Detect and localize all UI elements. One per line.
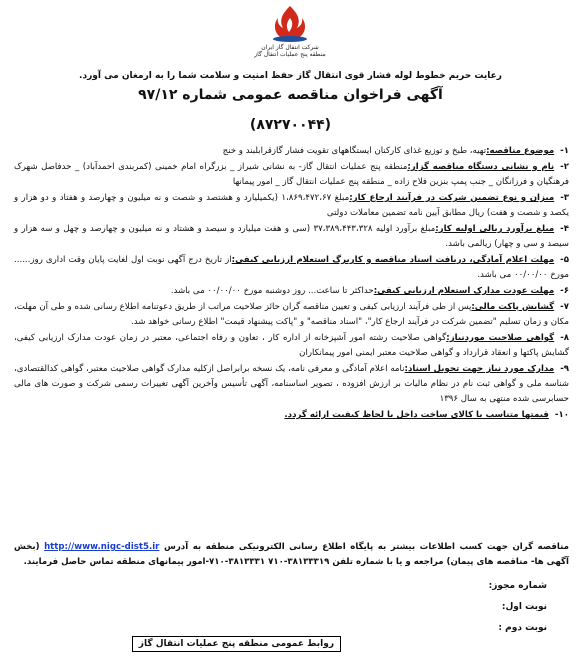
notice-item-8: ۸-گواهی صلاحیت موردنیاز:گواهی صلاحیت رشته امور آشپزخانه از اداره کار ، تعاون و رفاه اجتماعی، معتبر در زمان عودت مدارک ارزیابی کیفی، گشایش پاکتها و انعقاد قرارداد و گواهی صلاحیت معتبر ایمنی امور پیمانکاران: [14, 333, 570, 358]
company-logo: [245, 4, 335, 68]
notice-title: آگهی فراخوان مناقصه عمومی شماره ۹۷/۱۲: [138, 87, 443, 103]
notice-item-9: ۹-مدارک مورد نیاز جهت تحویل اسناد:نامه اعلام آمادگی و معرفی نامه، یک نسخه برابراصل ازکلیه مدارک گواهی صلاحیت معتبر، گواهی کدالقتصادی، شناسه ملی و گواهی ثبت نام در نظام مالیات بر ارزش افزوده ، تصویر اساسنامه، آگهی تأسیس وآخرین آگهی تغییرات رسمی شرکت و صورت های مالی حسابرسی شده منتهی به سال ۱۳۹۶: [14, 364, 570, 404]
notice-item-7: ۷-گشایش پاکت مالی:پس از طی فرآیند ارزیابی کیفی و تعیین مناقصه گران حائز صلاحیت مراتب از طریق دعوتنامه اطلاع رسانی شده و طی آن مهلت، مکان و زمان تسلیم "تضمین شرکت در فرآیند ارجاع کار"، "اسناد مناقصه" و "پاکت پیشنهاد قیمت" اطلاع رسانی خواهد شد.: [14, 302, 569, 327]
notice-item-6: ۶-مهلت عودت مدارک استعلام ارزیابی کیفی:حداکثر تا ساعت... روز دوشنبه مورخ ۰۰/۰۰/۰۰ می باشد.: [170, 286, 569, 296]
notice-item-5: ۵-مهلت اعلام آمادگی، دریافت اسناد مناقصه و کاربرگ استعلام ارزیابی کیفی:از تاریخ درج آگهی نوبت اول لغایت پایان وقت اداری روز...... مورخ ۰۰/۰۰/۰۰ می باشد.: [14, 255, 569, 280]
org-name-line1: شرکت انتقال گاز ایران: [261, 44, 319, 51]
notice-item-4: ۴-مبلغ برآورد ریالی اولیه کار:مبلغ برآورد اولیه ۳۷،۳۸۹،۴۴۳،۳۲۸ (سی و هفت میلیارد و سیصد و هشتاد و نه میلیون و چهارصد و چهل و سه هزار و سیصد و سی و چهار) ریالمی باشد.: [14, 224, 569, 249]
notice-code: (۸۷۲۷۰۰۴۴): [249, 117, 332, 133]
first-notice-field: نوبت اول:: [501, 602, 547, 612]
register-number-field: شماره مجوز:: [488, 581, 547, 591]
public-relations-signature: روابط عمومی منطقه پنج عملیات انتقال گاز: [132, 636, 341, 652]
notice-item-3: ۳-میزان و نوع تضمین شرکت در فرآیند ارجاع کار:مبلغ ۱،۸۶۹،۴۷۲،۶۷ (یکمیلیارد و هشتصد و شصت و نه میلیون و چهارصد و هفتاد و دو هزار و یکصد و شصت و هفت) ریال مطابق آیین نامه تضمین معاملات دولتی: [14, 193, 570, 218]
website-link[interactable]: http://www.nigc-dist5.ir: [44, 542, 160, 552]
org-name-line2: منطقه پنج عملیات انتقال گاز: [254, 51, 326, 58]
safety-intro-text: رعایت حریم خطوط لوله فشار قوی انتقال گاز حفظ امنیت و سلامت شما را به ارمغان می آورد.: [79, 71, 502, 81]
notice-item-2: ۲-نام و نشانی دستگاه مناقصه گزار:منطقه پنج عملیات انتقال گاز- به نشانی شیراز _ بزرگراه امام خمینی (کمربندی احمدآباد) _ حدفاصل شهرک فرهنگیان و فرزانگان _ جنب پمپ بنزین فلاح زاده _ منطقه پنج عملیات انتقال گاز _ امور پیمانها: [14, 162, 569, 187]
closing-paragraph: مناقصه گران جهت کسب اطلاعات بیشتر به پایگاه اطلاع رسانی الکترونیکی منطقه به آدرس http://www.nigc-dist5.ir (بخش آگهی ها- مناقصه های پیمان) مراجعه و یا با شماره تلفن ۳۸۱۳۳۳۱۹-۷۱۰ ۳۸۱۳۳۳۱-۷۱۰-امور پیمانهای منطقه تماس حاصل فرمایند.: [14, 542, 569, 567]
notice-items: [14, 144, 569, 424]
second-notice-field: نوبت دوم :: [498, 623, 547, 633]
gas-flame-logo-icon: [267, 4, 313, 44]
notice-fields: [489, 576, 547, 639]
notice-item-1: ۱-موضوع مناقصه:تهیه، طبخ و توزیع غذای کارکنان ایستگاههای تقویت فشار گازقرابلبند و خنج: [222, 146, 569, 156]
notice-item-10: ۱۰-قیمتها متناسب با کالای ساخت داخل با لحاظ کیفیت ارائه گردد.: [284, 410, 569, 420]
